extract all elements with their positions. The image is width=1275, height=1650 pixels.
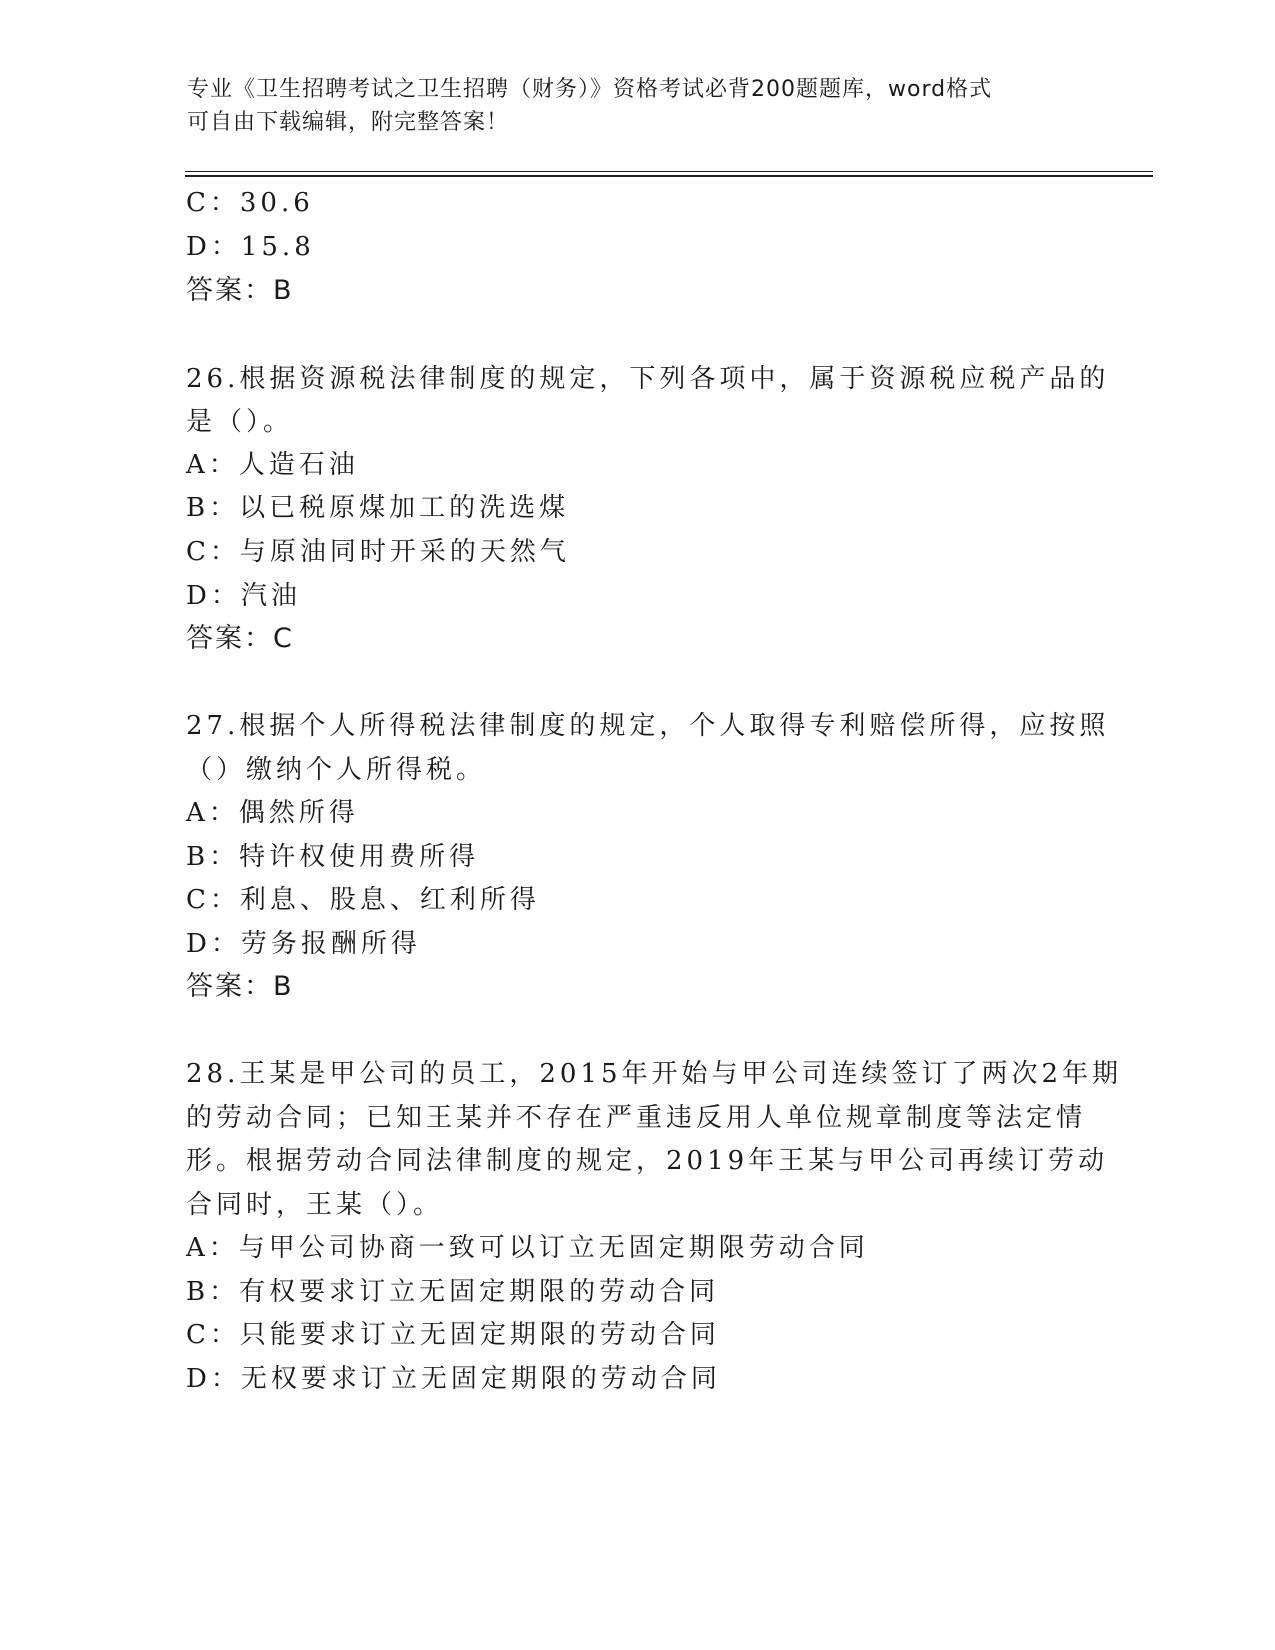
q28-stem-line-3: 形。根据劳动合同法律制度的规定，2019年王某与甲公司再续订劳动 [186, 1146, 1109, 1176]
header-divider-thin [185, 171, 1153, 172]
header-title-line-2: 可自由下载编辑，附完整答案！ [187, 110, 510, 135]
q26-option-c: C：与原油同时开采的天然气 [186, 537, 570, 567]
q26-answer: 答案：C [186, 623, 294, 654]
q27-option-d: D：劳务报酬所得 [186, 929, 421, 959]
q28-option-b: B：有权要求订立无固定期限的劳动合同 [186, 1277, 720, 1307]
q27-option-c: C：利息、股息、红利所得 [186, 885, 540, 915]
header-divider-thick [185, 175, 1153, 177]
q26-option-a: A：人造石油 [186, 450, 359, 480]
q27-option-a: A：偶然所得 [186, 798, 359, 828]
q26-option-b: B：以已税原煤加工的洗选煤 [186, 493, 570, 523]
header-title-line-1: 专业《卫生招聘考试之卫生招聘（财务）》资格考试必背200题题库，word格式 [187, 77, 993, 102]
q28-option-c: C：只能要求订立无固定期限的劳动合同 [186, 1320, 720, 1350]
q28-option-a: A：与甲公司协商一致可以订立无固定期限劳动合同 [186, 1233, 869, 1263]
q26-stem-line-2: 是（）。 [186, 407, 294, 437]
document-header [187, 73, 1087, 139]
q26-stem-line-1: 26.根据资源税法律制度的规定，下列各项中，属于资源税应税产品的 [186, 364, 1110, 394]
prev-option-c: C：30.6 [186, 188, 314, 218]
q27-option-b: B：特许权使用费所得 [186, 842, 480, 872]
q28-option-d: D：无权要求订立无固定期限的劳动合同 [186, 1364, 721, 1394]
q27-answer: 答案：B [186, 971, 294, 1002]
q26-option-d: D：汽油 [186, 581, 301, 611]
q27-stem-line-1: 27.根据个人所得税法律制度的规定，个人取得专利赔偿所得，应按照 [186, 711, 1110, 741]
prev-answer: 答案：B [186, 275, 294, 306]
prev-option-d: D：15.8 [186, 232, 315, 262]
q27-stem-line-2: （）缴纳个人所得税。 [186, 755, 487, 785]
q28-stem-line-1: 28.王某是甲公司的员工，2015年开始与甲公司连续签订了两次2年期 [186, 1059, 1123, 1089]
q28-stem-line-2: 的劳动合同；已知王某并不存在严重违反用人单位规章制度等法定情 [186, 1103, 1087, 1133]
q28-stem-line-4: 合同时，王某（）。 [186, 1190, 444, 1220]
